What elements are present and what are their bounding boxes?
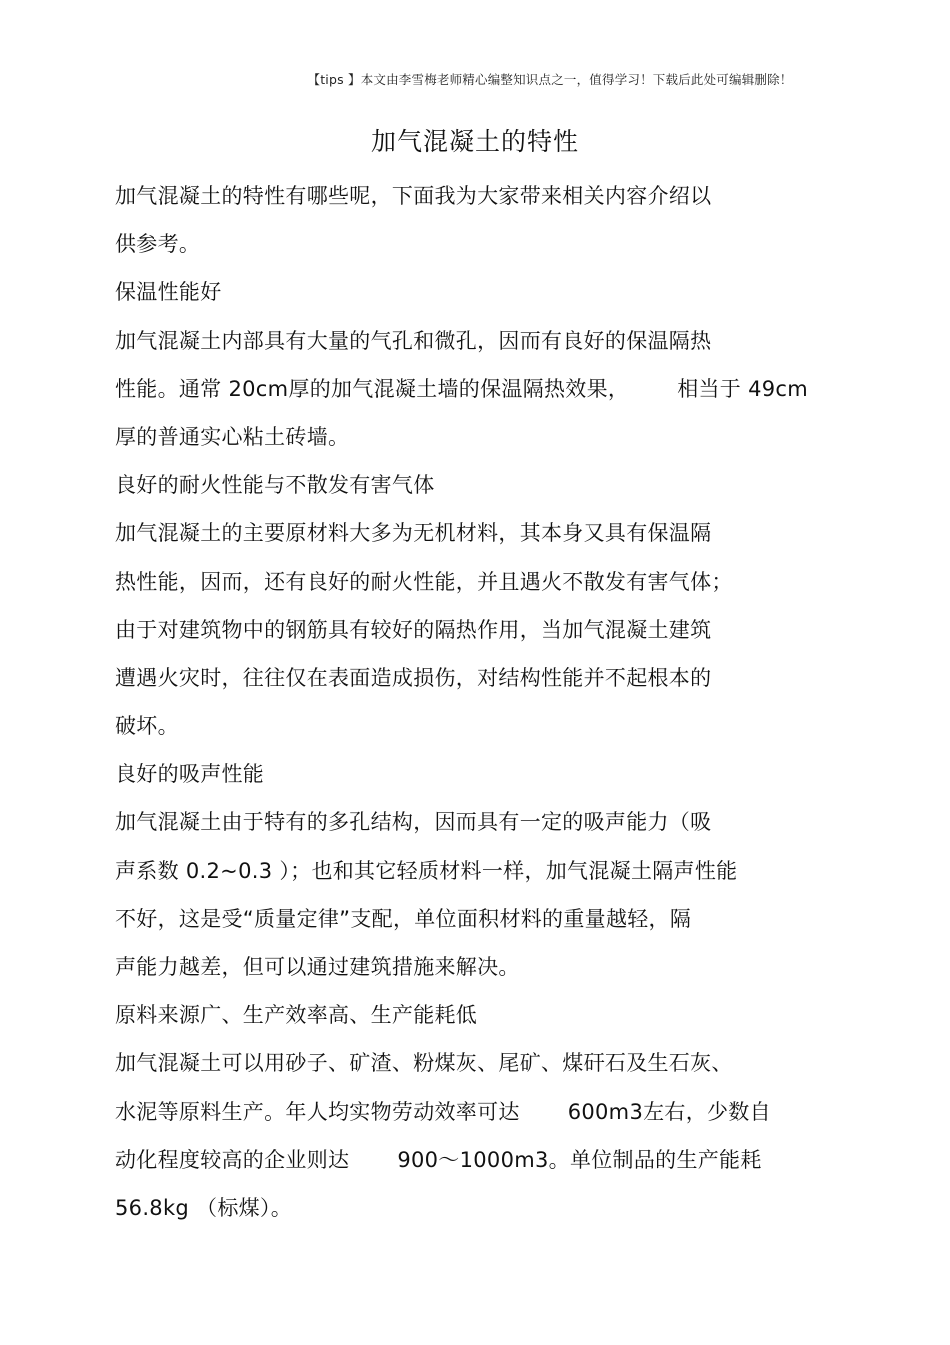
document-body [115,172,855,1232]
line-text: 动化程度较高的企业则达 [115,1147,350,1172]
line-text: 性能。通常 20cm厚的加气混凝土墙的保温隔热效果， [115,376,630,401]
paragraph-line: 加气混凝土的主要原材料大多为无机材料，其本身又具有保温隔 [115,521,712,546]
header-tip: 【tips 】本文由李雪梅老师精心编整知识点之一，值得学习！下载后此处可编辑删除！ [307,72,793,87]
section-heading: 良好的吸声性能 [115,762,265,787]
paragraph-line: 不好，这是受“质量定律”支配，单位面积材料的重量越轻，隔 [115,906,692,931]
paragraph-line: 声能力越差，但可以通过建筑措施来解决。 [115,955,520,979]
paragraph-line: 加气混凝土由于特有的多孔结构，因而具有一定的吸声能力（吸 [115,810,712,835]
paragraph-line [115,365,855,413]
section-heading: 原料来源广、生产效率高、生产能耗低 [115,1003,478,1028]
paragraph-line: 声系数 0.2~0.3 ）；也和其它轻质材料一样，加气混凝土隔声性能 [115,858,738,883]
paragraph-line: 加气混凝土可以用砂子、矿渣、粉煤灰、尾矿、煤矸石及生石灰、 [115,1051,733,1076]
line-tail: 600m3左右，少数自 [567,1099,771,1124]
section-heading: 良好的耐火性能与不散发有害气体 [115,473,435,498]
paragraph-line: 厚的普通实心粘土砖墙。 [115,424,350,449]
line-tail: 相当于 49cm [677,376,809,401]
paragraph-line [115,1136,855,1184]
section-heading: 保温性能好 [115,280,222,305]
paragraph-line: 遭遇火灾时，往往仅在表面造成损伤，对结构性能并不起根本的 [115,665,712,690]
paragraph-line: 破坏。 [115,714,179,739]
page-title: 加气混凝土的特性 [370,127,579,156]
paragraph-line [115,1088,855,1136]
paragraph-line: 热性能，因而，还有良好的耐火性能，并且遇火不散发有害气体； [115,569,733,594]
paragraph-line: 加气混凝土的特性有哪些呢，下面我为大家带来相关内容介绍以 [115,184,712,208]
paragraph-line: 加气混凝土内部具有大量的气孔和微孔，因而有良好的保温隔热 [115,328,712,353]
paragraph-line: 由于对建筑物中的钢筋具有较好的隔热作用，当加气混凝土建筑 [115,617,712,642]
paragraph-line: 供参考。 [115,232,201,257]
line-tail: 900～1000m3。单位制品的生产能耗 [397,1147,762,1172]
line-text: 水泥等原料生产。年人均实物劳动效率可达 [115,1099,520,1124]
paragraph-line: 56.8kg （标煤）。 [115,1195,293,1220]
